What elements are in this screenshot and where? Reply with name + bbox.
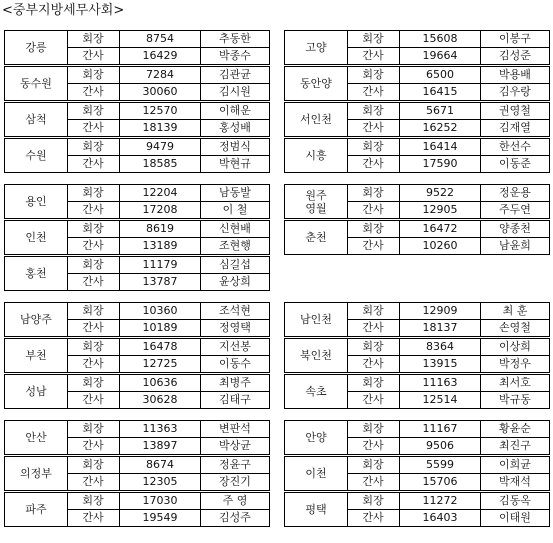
role-cell: 간사 bbox=[347, 356, 400, 372]
member-name-cell: 손영철 bbox=[499, 321, 531, 334]
registration-number-cell: 18137 bbox=[400, 320, 481, 336]
role-cell: 간사 bbox=[67, 320, 120, 336]
role-cell: 간사 bbox=[67, 156, 120, 172]
region-name: 홍천 bbox=[25, 267, 47, 280]
role-cell: 회장 bbox=[67, 185, 120, 201]
member-row bbox=[347, 303, 549, 320]
registration-number-cell: 10360 bbox=[120, 303, 201, 319]
member-name-cell: 주 영 bbox=[222, 494, 248, 507]
member-row bbox=[67, 84, 269, 100]
member-row bbox=[67, 103, 269, 120]
member-row bbox=[347, 67, 549, 84]
chapter-group bbox=[284, 302, 550, 337]
role-cell: 회장 bbox=[347, 103, 400, 119]
member-name-cell: 박현규 bbox=[219, 157, 251, 170]
member-row bbox=[67, 375, 269, 392]
role-cell: 간사 bbox=[67, 356, 120, 372]
role-cell: 간사 bbox=[347, 392, 400, 408]
chapter-group bbox=[284, 220, 550, 255]
role-cell bbox=[346, 273, 398, 289]
member-row bbox=[67, 120, 269, 136]
member-name-cell: 이상희 bbox=[499, 340, 531, 353]
member-name-cell: 한선수 bbox=[499, 140, 531, 153]
region-name: 인천 bbox=[25, 231, 47, 244]
member-name-cell: 권영철 bbox=[499, 104, 531, 117]
registration-number-cell: 13189 bbox=[120, 238, 201, 254]
chapter-group bbox=[4, 138, 270, 173]
region-name: 수원 bbox=[25, 149, 47, 162]
registration-number-cell bbox=[398, 256, 478, 272]
region-name: 부천 bbox=[25, 349, 47, 362]
registration-number-cell: 12905 bbox=[400, 202, 481, 218]
registration-number-cell: 5599 bbox=[400, 457, 481, 473]
member-row bbox=[347, 103, 549, 120]
registration-number-cell: 12725 bbox=[120, 356, 201, 372]
member-row bbox=[67, 139, 269, 156]
region-name: 서인천 bbox=[300, 113, 332, 126]
chapter-group bbox=[284, 66, 550, 101]
member-name-cell: 추동한 bbox=[219, 32, 251, 45]
member-row bbox=[347, 421, 549, 438]
region-name: 삼척 bbox=[25, 113, 47, 126]
registration-number-cell: 16252 bbox=[400, 120, 481, 136]
member-row bbox=[67, 185, 269, 202]
chapter-group bbox=[4, 184, 270, 219]
member-row bbox=[347, 339, 549, 356]
region-name: 동수원 bbox=[20, 77, 52, 90]
chapter-group bbox=[4, 374, 270, 409]
role-cell: 간사 bbox=[347, 238, 400, 254]
member-row bbox=[347, 48, 549, 64]
member-name-cell: 최진구 bbox=[499, 439, 531, 452]
role-cell: 간사 bbox=[67, 202, 120, 218]
role-cell: 간사 bbox=[347, 120, 400, 136]
role-cell: 간사 bbox=[347, 320, 400, 336]
member-name-cell: 정영택 bbox=[219, 321, 251, 334]
region-cell bbox=[285, 185, 348, 218]
registration-number-cell: 15706 bbox=[400, 474, 481, 490]
member-name-cell: 박상균 bbox=[219, 439, 251, 452]
role-cell: 간사 bbox=[347, 510, 400, 526]
region-cell bbox=[285, 31, 348, 64]
member-name-cell: 김우랑 bbox=[499, 85, 531, 98]
member-name-cell: 조석현 bbox=[219, 304, 251, 317]
role-cell: 간사 bbox=[67, 120, 120, 136]
chapter-group bbox=[4, 220, 270, 255]
region-cell bbox=[5, 257, 68, 290]
member-row bbox=[347, 139, 549, 156]
registration-number-cell: 9479 bbox=[120, 139, 201, 155]
role-cell: 회장 bbox=[347, 493, 400, 509]
member-row bbox=[67, 48, 269, 64]
region-name: 원주 영월 bbox=[305, 188, 327, 215]
member-name-cell: 이희균 bbox=[499, 458, 531, 471]
member-name-cell: 윤상희 bbox=[219, 275, 251, 288]
role-cell: 회장 bbox=[67, 339, 120, 355]
registration-number-cell: 13915 bbox=[400, 356, 481, 372]
region-cell bbox=[5, 339, 68, 372]
member-row bbox=[347, 392, 549, 408]
registration-number-cell: 7284 bbox=[120, 67, 201, 83]
registration-number-cell: 9506 bbox=[400, 438, 481, 454]
role-cell: 회장 bbox=[347, 303, 400, 319]
member-name-cell: 지선봉 bbox=[219, 340, 251, 353]
region-cell bbox=[285, 375, 348, 408]
member-name-cell: 변판석 bbox=[219, 422, 251, 435]
region-name: 동안양 bbox=[300, 77, 332, 90]
role-cell: 간사 bbox=[347, 156, 400, 172]
role-cell: 회장 bbox=[67, 67, 120, 83]
registration-number-cell: 19664 bbox=[400, 48, 481, 64]
member-row bbox=[67, 421, 269, 438]
role-cell: 간사 bbox=[67, 392, 120, 408]
member-row bbox=[346, 256, 548, 272]
chapter-group bbox=[284, 492, 550, 527]
region-name: 용인 bbox=[25, 195, 47, 208]
role-cell: 간사 bbox=[67, 510, 120, 526]
role-cell: 간사 bbox=[67, 438, 120, 454]
role-cell: 회장 bbox=[347, 67, 400, 83]
chapter-group bbox=[284, 30, 550, 65]
member-row bbox=[347, 438, 549, 454]
registration-number-cell: 8674 bbox=[120, 457, 201, 473]
role-cell: 간사 bbox=[67, 474, 120, 490]
role-cell: 회장 bbox=[347, 339, 400, 355]
chapter-group bbox=[284, 420, 550, 455]
member-name-cell: 박재석 bbox=[499, 475, 531, 488]
chapter-group bbox=[4, 338, 270, 373]
member-row bbox=[67, 510, 269, 526]
region-cell bbox=[5, 185, 68, 218]
chapter-group bbox=[284, 102, 550, 137]
member-row bbox=[347, 510, 549, 526]
member-name-cell: 김성주 bbox=[219, 511, 251, 524]
member-row bbox=[347, 120, 549, 136]
region-cell bbox=[285, 457, 348, 490]
member-name-cell: 최 훈 bbox=[502, 304, 528, 317]
member-row bbox=[347, 457, 549, 474]
registration-number-cell: 18585 bbox=[120, 156, 201, 172]
member-row bbox=[67, 392, 269, 408]
registration-number-cell: 17208 bbox=[120, 202, 201, 218]
member-name-cell: 김관균 bbox=[219, 68, 251, 81]
region-name: 의정부 bbox=[20, 467, 52, 480]
registration-number-cell: 13897 bbox=[120, 438, 201, 454]
registration-number-cell: 8364 bbox=[400, 339, 481, 355]
member-name-cell: 김시원 bbox=[219, 85, 251, 98]
region-name: 속초 bbox=[305, 385, 327, 398]
registration-number-cell: 10189 bbox=[120, 320, 201, 336]
region-name: 안산 bbox=[25, 431, 47, 444]
member-name-cell: 이 철 bbox=[222, 203, 248, 216]
member-row bbox=[67, 457, 269, 474]
registration-number-cell bbox=[398, 273, 478, 289]
role-cell: 간사 bbox=[67, 84, 120, 100]
member-name-cell: 박정우 bbox=[499, 357, 531, 370]
role-cell: 간사 bbox=[347, 202, 400, 218]
role-cell: 회장 bbox=[67, 375, 120, 391]
registration-number-cell: 6500 bbox=[400, 67, 481, 83]
registration-number-cell: 11363 bbox=[120, 421, 201, 437]
role-cell: 회장 bbox=[347, 185, 400, 201]
member-name-cell: 최서호 bbox=[499, 376, 531, 389]
registration-number-cell: 12204 bbox=[120, 185, 201, 201]
registration-number-cell: 30060 bbox=[120, 84, 201, 100]
role-cell: 회장 bbox=[67, 303, 120, 319]
registration-number-cell: 12909 bbox=[400, 303, 481, 319]
role-cell: 간사 bbox=[67, 274, 120, 290]
member-row bbox=[67, 339, 269, 356]
role-cell: 회장 bbox=[347, 421, 400, 437]
member-row bbox=[67, 493, 269, 510]
member-row bbox=[67, 257, 269, 274]
region-cell bbox=[284, 256, 346, 289]
role-cell: 간사 bbox=[347, 48, 400, 64]
region-cell bbox=[5, 375, 68, 408]
member-name-cell: 정윤구 bbox=[219, 458, 251, 471]
member-row bbox=[67, 438, 269, 454]
member-name-cell: 김동옥 bbox=[499, 494, 531, 507]
region-cell bbox=[285, 221, 348, 254]
role-cell: 간사 bbox=[347, 438, 400, 454]
chapter-group bbox=[4, 492, 270, 527]
registration-number-cell: 16478 bbox=[120, 339, 201, 355]
registration-number-cell: 9522 bbox=[400, 185, 481, 201]
region-cell bbox=[5, 493, 68, 526]
member-row bbox=[347, 320, 549, 336]
member-name-cell: 박규동 bbox=[499, 393, 531, 406]
chapter-group bbox=[4, 30, 270, 65]
role-cell: 간사 bbox=[67, 48, 120, 64]
region-cell bbox=[285, 339, 348, 372]
member-name-cell: 김재열 bbox=[499, 121, 531, 134]
member-row bbox=[347, 375, 549, 392]
role-cell: 간사 bbox=[347, 474, 400, 490]
region-cell bbox=[285, 103, 348, 136]
registration-number-cell: 15608 bbox=[400, 31, 481, 47]
registration-number-cell: 13787 bbox=[120, 274, 201, 290]
region-name: 강릉 bbox=[25, 41, 47, 54]
member-name-cell: 정운용 bbox=[499, 186, 531, 199]
role-cell: 회장 bbox=[67, 257, 120, 273]
role-cell: 회장 bbox=[67, 221, 120, 237]
registration-number-cell: 11179 bbox=[120, 257, 201, 273]
registration-number-cell: 8754 bbox=[120, 31, 201, 47]
member-name-cell: 심길섭 bbox=[219, 258, 251, 271]
region-name: 이천 bbox=[305, 467, 327, 480]
member-name-cell: 남윤희 bbox=[499, 239, 531, 252]
role-cell: 회장 bbox=[67, 103, 120, 119]
member-row bbox=[347, 356, 549, 372]
registration-number-cell: 11163 bbox=[400, 375, 481, 391]
region-name: 안양 bbox=[305, 431, 327, 444]
registration-number-cell: 10636 bbox=[120, 375, 201, 391]
member-name-cell: 황윤순 bbox=[499, 422, 531, 435]
registration-number-cell: 8619 bbox=[120, 221, 201, 237]
chapter-group bbox=[284, 456, 550, 491]
member-row bbox=[67, 274, 269, 290]
registration-number-cell: 16429 bbox=[120, 48, 201, 64]
region-cell bbox=[5, 67, 68, 100]
region-name: 남인천 bbox=[300, 313, 332, 326]
region-name: 시흥 bbox=[305, 149, 327, 162]
member-row bbox=[347, 493, 549, 510]
region-cell bbox=[5, 103, 68, 136]
member-name-cell: 김태구 bbox=[219, 393, 251, 406]
member-name-cell: 이태원 bbox=[499, 511, 531, 524]
role-cell: 회장 bbox=[347, 221, 400, 237]
chapter-group bbox=[284, 184, 550, 219]
member-row bbox=[347, 84, 549, 100]
registration-number-cell: 18139 bbox=[120, 120, 201, 136]
registration-number-cell: 12514 bbox=[400, 392, 481, 408]
region-name: 북인천 bbox=[300, 349, 332, 362]
registration-number-cell: 12305 bbox=[120, 474, 201, 490]
region-cell bbox=[5, 457, 68, 490]
member-row bbox=[347, 202, 549, 218]
role-cell: 회장 bbox=[67, 139, 120, 155]
member-row bbox=[347, 474, 549, 490]
region-cell bbox=[5, 139, 68, 172]
chapter-group bbox=[4, 66, 270, 101]
region-name: 성남 bbox=[25, 385, 47, 398]
member-name-cell: 장진기 bbox=[219, 475, 251, 488]
chapter-group bbox=[284, 138, 550, 173]
member-row bbox=[346, 273, 548, 289]
region-name: 파주 bbox=[25, 503, 47, 516]
region-name: 남양주 bbox=[20, 313, 52, 326]
registration-number-cell: 12570 bbox=[120, 103, 201, 119]
member-name-cell: 정범식 bbox=[219, 140, 251, 153]
region-name: 고양 bbox=[305, 41, 327, 54]
role-cell: 간사 bbox=[347, 84, 400, 100]
member-name-cell: 이해운 bbox=[219, 104, 251, 117]
member-row bbox=[347, 221, 549, 238]
registration-number-cell: 16414 bbox=[400, 139, 481, 155]
role-cell: 회장 bbox=[347, 31, 400, 47]
region-cell bbox=[285, 493, 348, 526]
chapter-group bbox=[284, 374, 550, 409]
chapter-group bbox=[4, 256, 270, 291]
role-cell: 회장 bbox=[67, 31, 120, 47]
role-cell: 회장 bbox=[67, 421, 120, 437]
registration-number-cell: 16403 bbox=[400, 510, 481, 526]
role-cell: 회장 bbox=[347, 139, 400, 155]
member-name-cell: 이동준 bbox=[499, 157, 531, 170]
member-name-cell: 최병주 bbox=[219, 376, 251, 389]
document-title: <중부지방세무사회> bbox=[2, 3, 125, 18]
region-name: 평택 bbox=[305, 503, 327, 516]
member-name-cell: 박종수 bbox=[219, 49, 251, 62]
region-name: 춘천 bbox=[305, 231, 327, 244]
member-row bbox=[67, 356, 269, 372]
member-row bbox=[347, 156, 549, 172]
role-cell: 회장 bbox=[67, 457, 120, 473]
member-name-cell: 홍성배 bbox=[219, 121, 251, 134]
region-cell bbox=[5, 303, 68, 336]
member-row bbox=[67, 156, 269, 172]
member-row bbox=[67, 31, 269, 48]
member-name-cell: 박용배 bbox=[499, 68, 531, 81]
member-row bbox=[67, 67, 269, 84]
member-name-cell: 이봉구 bbox=[499, 32, 531, 45]
chapter-group bbox=[284, 338, 550, 373]
registration-number-cell: 17030 bbox=[120, 493, 201, 509]
chapter-group bbox=[4, 420, 270, 455]
role-cell bbox=[346, 256, 398, 272]
member-name-cell: 이동수 bbox=[219, 357, 251, 370]
registration-number-cell: 11167 bbox=[400, 421, 481, 437]
member-row bbox=[67, 221, 269, 238]
region-cell bbox=[5, 31, 68, 64]
registration-number-cell: 16472 bbox=[400, 221, 481, 237]
region-cell bbox=[285, 67, 348, 100]
member-row bbox=[67, 202, 269, 218]
region-cell bbox=[285, 421, 348, 454]
member-name-cell bbox=[478, 273, 546, 289]
region-cell bbox=[5, 421, 68, 454]
registration-number-cell: 19549 bbox=[120, 510, 201, 526]
registration-number-cell: 10260 bbox=[400, 238, 481, 254]
member-row bbox=[67, 238, 269, 254]
chapter-group bbox=[4, 456, 270, 491]
chapter-group bbox=[284, 256, 550, 291]
registration-number-cell: 11272 bbox=[400, 493, 481, 509]
region-cell bbox=[5, 221, 68, 254]
member-row bbox=[67, 320, 269, 336]
member-row bbox=[347, 31, 549, 48]
registration-number-cell: 5671 bbox=[400, 103, 481, 119]
role-cell: 회장 bbox=[67, 493, 120, 509]
region-cell bbox=[285, 139, 348, 172]
region-cell bbox=[285, 303, 348, 336]
member-name-cell bbox=[478, 256, 546, 272]
member-row bbox=[67, 474, 269, 490]
registration-number-cell: 16415 bbox=[400, 84, 481, 100]
member-row bbox=[347, 238, 549, 254]
member-name-cell: 조현행 bbox=[219, 239, 251, 252]
role-cell: 간사 bbox=[67, 238, 120, 254]
member-name-cell: 주두연 bbox=[499, 203, 531, 216]
role-cell: 회장 bbox=[347, 457, 400, 473]
chapter-group bbox=[4, 302, 270, 337]
member-name-cell: 김성준 bbox=[499, 49, 531, 62]
member-name-cell: 남동발 bbox=[219, 186, 251, 199]
member-row bbox=[347, 185, 549, 202]
member-row bbox=[67, 303, 269, 320]
registration-number-cell: 17590 bbox=[400, 156, 481, 172]
role-cell: 회장 bbox=[347, 375, 400, 391]
chapter-group bbox=[4, 102, 270, 137]
member-name-cell: 신현배 bbox=[219, 222, 251, 235]
member-name-cell: 양종천 bbox=[499, 222, 531, 235]
registration-number-cell: 30628 bbox=[120, 392, 201, 408]
